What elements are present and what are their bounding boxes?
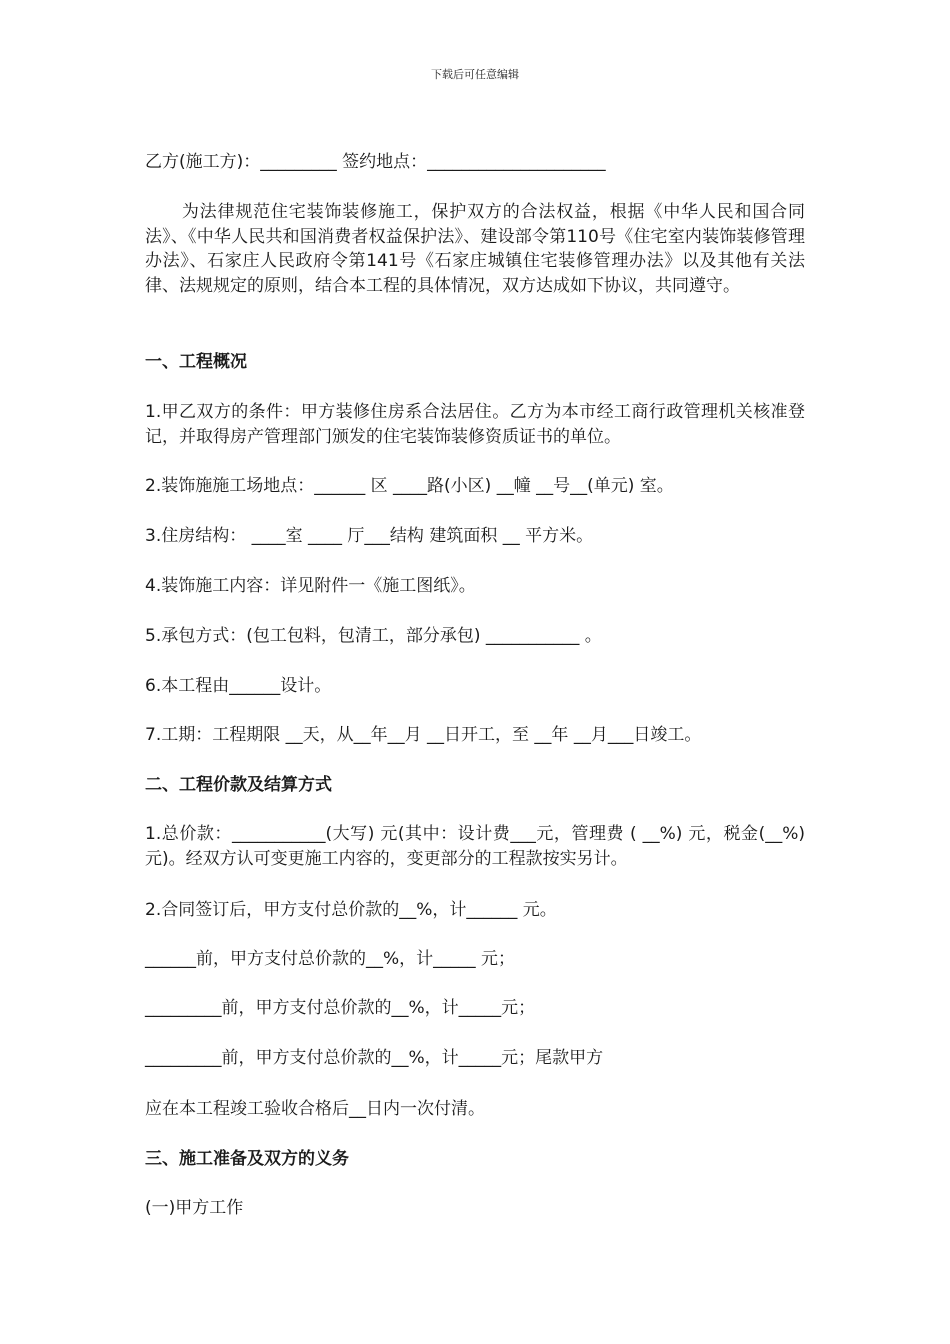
intro-paragraph xyxy=(145,200,805,298)
section-2-item-1: 1.总价款：___________(大写) 元(其中：设计费___元，管理费 ( __%) 元，税金(__%) 元)。经双方认可变更施工内容的，变更部分的工程款按实另计。 xyxy=(145,824,805,869)
section-1-item-1: 1.甲乙双方的条件：甲方装修住房系合法居住。乙方为本市经工商行政管理机关核准登记，并取得房产管理部门颁发的住宅装饰装修资质证书的单位。 xyxy=(145,402,805,447)
section-1-item-6: 6.本工程由______设计。 xyxy=(145,676,332,696)
section-1-item-4: 4.装饰施工内容：详见附件一《施工图纸》。 xyxy=(145,576,476,596)
section-2-payment-1: ______前，甲方支付总价款的__%，计_____ 元； xyxy=(145,949,516,969)
section-3-title: 三、施工准备及双方的义务 xyxy=(145,1149,349,1169)
section-3-sub-1: (一)甲方工作 xyxy=(145,1198,244,1218)
page-header: 下载后可任意编辑 xyxy=(431,68,519,81)
section-1-item-5: 5.承包方式：(包工包料，包清工，部分承包) ___________ 。 xyxy=(145,626,602,646)
section-1-item-7: 7.工期：工程期限 __天，从__年__月 __日开工，至 __年 __月___日竣工。 xyxy=(145,725,702,745)
section-2-title: 二、工程价款及结算方式 xyxy=(145,775,332,795)
party-b-line: 乙方(施工方)：_________ 签约地点：_____________________ xyxy=(145,152,606,172)
intro-text: 为法律规范住宅装饰装修施工，保护双方的合法权益，根据《中华人民和国合同法》、《中华人民共和国消费者权益保护法》、建设部令第110号《住宅室内装饰装修管理办法》、石家庄人民政府令第141号《石家庄城镇住宅装修管理办法》以及其他有关法律、法规规定的原则，结合本工程的具体情况，双方达成如下协议，共同遵守。 xyxy=(145,202,805,296)
section-1-item-2: 2.装饰施施工场地点：______ 区 ____路(小区) __幢 __号__(单元) 室。 xyxy=(145,476,674,496)
section-2-payment-3: _________前，甲方支付总价款的__%，计_____元；尾款甲方 xyxy=(145,1048,604,1068)
section-1-title: 一、工程概况 xyxy=(145,352,247,372)
section-2-payment-2: _________前，甲方支付总价款的__%，计_____元； xyxy=(145,998,536,1018)
section-2-item-2: 2.合同签订后，甲方支付总价款的__%，计______ 元。 xyxy=(145,900,557,920)
section-2-final: 应在本工程竣工验收合格后__日内一次付清。 xyxy=(145,1099,485,1119)
section-1-item-3: 3.住房结构： ____室 ____ 厅___结构 建筑面积 __ 平方米。 xyxy=(145,526,594,546)
